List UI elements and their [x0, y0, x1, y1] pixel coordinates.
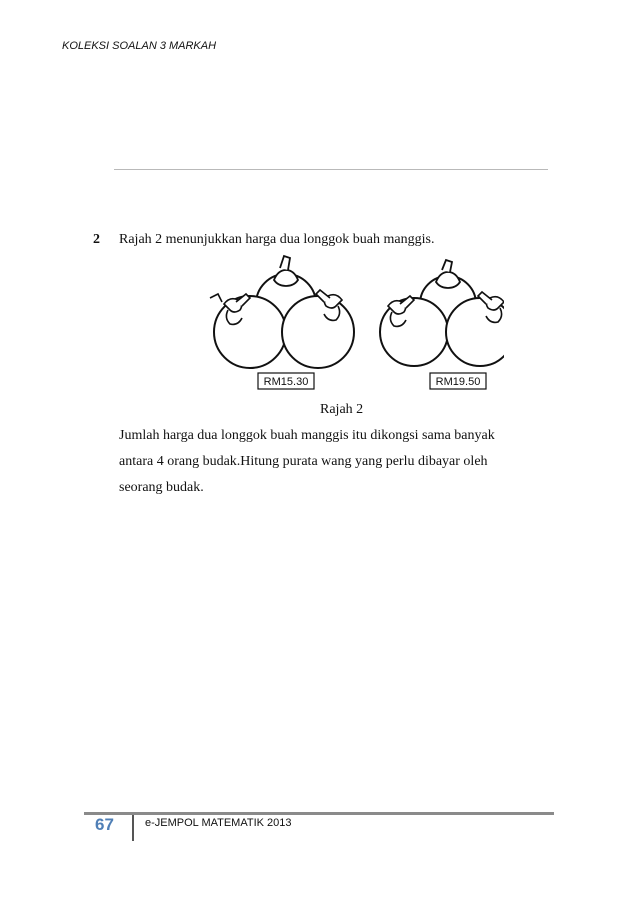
- question-body: [119, 423, 549, 501]
- mangosteen-pile-1: [210, 256, 354, 368]
- footer-rule: [84, 812, 554, 815]
- question-line: antara 4 orang budak.Hitung purata wang yang perlu dibayar oleh: [119, 454, 488, 469]
- question-line: seorang budak.: [119, 480, 204, 495]
- question-intro: Rajah 2 menunjukkan harga dua longgok buah manggis.: [119, 232, 435, 247]
- figure-caption: Rajah 2: [320, 402, 364, 417]
- price-label-pile-2: RM19.50: [435, 376, 481, 388]
- page-number: 67: [95, 815, 114, 834]
- mangosteen-pile-2: [380, 260, 504, 366]
- question-line: Jumlah harga dua longgok buah manggis itu dikongsi sama banyak: [119, 428, 495, 443]
- footer-divider: [132, 815, 134, 841]
- separator-line: [114, 169, 548, 170]
- price-label-pile-1: RM15.30: [263, 376, 309, 388]
- mangosteen-figure: [204, 252, 504, 397]
- question-number: 2: [93, 232, 100, 247]
- footer-text: e-JEMPOL MATEMATIK 2013: [145, 817, 292, 829]
- page-header-title: KOLEKSI SOALAN 3 MARKAH: [62, 40, 217, 52]
